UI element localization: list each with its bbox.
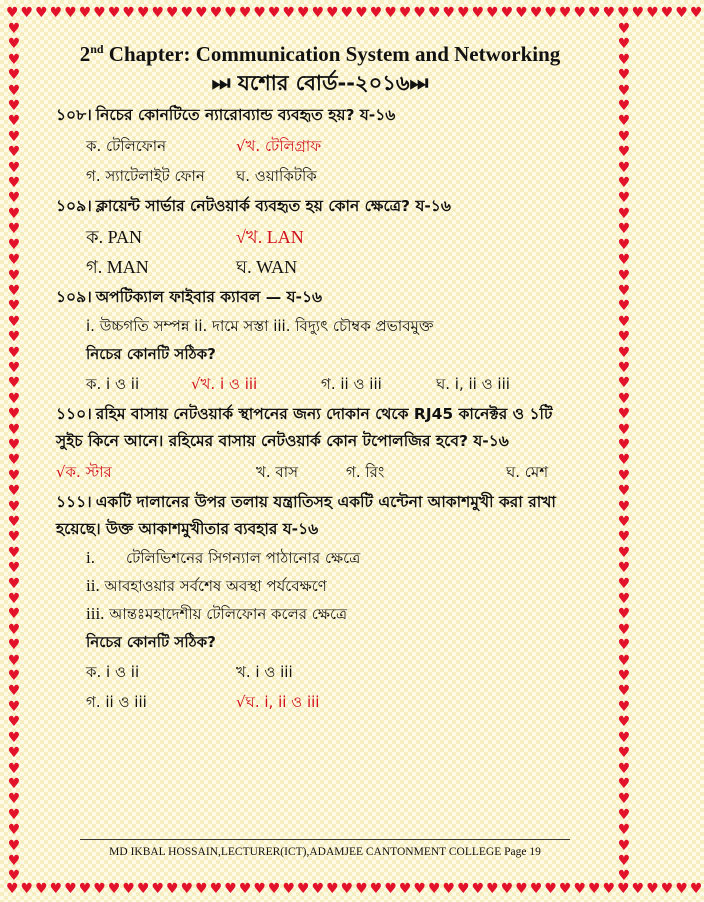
question-109 [56, 194, 610, 219]
option-gha: ঘ. মেশ [506, 463, 549, 481]
option-gha: ঘ. WAN [236, 257, 298, 277]
question-text: একটি দালানের উপর তলায় যন্ত্রাতিসহ একটি এন্টেনা আকাশমুখী করা রাখা [95, 493, 556, 511]
option-ka: ক. টেলিফোন [86, 137, 167, 155]
roman-numeral: iii. [86, 604, 105, 623]
roman-numeral: i. [86, 548, 95, 567]
roman-numeral: ii. [86, 576, 100, 595]
option-row [86, 134, 610, 158]
option-row [86, 164, 610, 188]
option-ga: গ. MAN [86, 257, 149, 277]
statement-line [86, 574, 610, 598]
question-text: ক্লায়েন্ট সার্ভার নেটওয়ার্ক ব্যবহৃত হয় কোন ক্ষেত্রে? য-১৬ [95, 197, 451, 215]
skip-forward-icon: ⏭ [409, 71, 429, 95]
question-text-continued: সুইচ কিনে আনে। রহিমের বাসায় নেটওয়ার্ক কোন টপোলজির হবে? য-১৬ [56, 432, 509, 450]
statement-text: আবহাওয়ার সর্বশেষ অবস্থা পর্যবেক্ষণে [104, 577, 327, 595]
chapter-title [30, 36, 610, 67]
question-111 [56, 490, 610, 515]
option-row [86, 225, 610, 249]
question-text: অপটিক্যাল ফাইবার ক্যাবল — য-১৬ [95, 288, 323, 306]
question-108 [56, 103, 610, 128]
option-row [86, 690, 610, 714]
which-correct-prompt: নিচের কোনটি সঠিক? [86, 345, 216, 363]
option-kha: খ. i ও iii [236, 663, 293, 681]
statement-line: i. উচ্চগতি সম্পন্ন ii. দামে সস্তা iii. বিদ্যুৎ চৌম্বক প্রভাবমুক্ত [86, 317, 434, 335]
option-gha-correct: √ঘ. i, ii ও iii [236, 693, 320, 711]
board-name: যশোর বোর্ড--২০১৬ [230, 71, 410, 95]
page-footer: MD IKBAL HOSSAIN,LECTURER(ICT),ADAMJEE CANTONMENT COLLEGE Page 19 [80, 839, 570, 858]
option-ga: গ. স্যাটেলাইট ফোন [86, 167, 205, 185]
heart-border-left: ♥♥♥♥♥♥♥♥♥♥♥♥♥♥♥♥♥♥♥♥♥♥♥♥♥♥♥♥♥♥♥♥♥♥♥♥♥♥♥♥♥♥♥♥♥♥♥♥♥♥♥♥♥♥♥♥ [7, 21, 21, 885]
option-kha: খ. বাস [256, 463, 298, 481]
option-ka: ক. i ও ii [86, 663, 140, 681]
which-correct-prompt: নিচের কোনটি সঠিক? [86, 633, 216, 651]
question-110 [56, 402, 610, 427]
heart-border-right: ♥♥♥♥♥♥♥♥♥♥♥♥♥♥♥♥♥♥♥♥♥♥♥♥♥♥♥♥♥♥♥♥♥♥♥♥♥♥♥♥♥♥♥♥♥♥♥♥♥♥♥♥♥♥♥♥ [617, 21, 631, 885]
question-text: রহিম বাসায় নেটওয়ার্ক স্থাপনের জন্য দোকান থেকে RJ45 কানেক্টর ও ১টি [95, 405, 553, 423]
option-ka: ক. i ও ii [86, 375, 140, 393]
statement-line [86, 602, 610, 626]
option-ga: গ. ii ও iii [86, 693, 147, 711]
question-text: নিচের কোনটিতে ন্যারোব্যান্ড ব্যবহৃত হয়? য-১৬ [95, 106, 396, 124]
option-gha: ঘ. i, ii ও iii [436, 375, 510, 393]
option-kha-correct: √খ. টেলিগ্রাফ [236, 137, 322, 155]
statement-text: আন্তঃমহাদেশীয় টেলিফোন কলের ক্ষেত্রে [109, 605, 348, 623]
heart-border-top: ♥♥♥♥♥♥♥♥♥♥♥♥♥♥♥♥♥♥♥♥♥♥♥♥♥♥♥♥♥♥♥♥♥♥♥♥♥♥♥♥♥♥♥♥♥♥♥♥ [6, 5, 704, 21]
question-number: ১০৯। [56, 197, 92, 215]
question-number: ১০৯। [56, 288, 92, 306]
document-page [30, 28, 610, 868]
question-number: ১১০। [56, 405, 92, 423]
option-row [56, 460, 610, 484]
option-row [86, 255, 610, 279]
option-ka-correct: √ক. স্টার [56, 463, 112, 481]
chapter-name: Chapter: Communication System and Networking [103, 42, 561, 66]
statement-text: টেলিভিশনের সিগন্যাল পাঠানোর ক্ষেত্রে [126, 549, 361, 567]
chapter-number: 2 [79, 42, 91, 66]
option-kha-correct: √খ. i ও iii [191, 375, 258, 393]
board-heading [30, 69, 610, 97]
question-109-optical [56, 285, 610, 310]
option-ga: গ. রিং [346, 463, 385, 481]
heart-border-bottom: ♥♥♥♥♥♥♥♥♥♥♥♥♥♥♥♥♥♥♥♥♥♥♥♥♥♥♥♥♥♥♥♥♥♥♥♥♥♥♥♥♥♥♥♥♥♥♥♥ [6, 881, 704, 897]
question-number: ১০৮। [56, 106, 92, 124]
chapter-ordinal: nd [90, 42, 104, 56]
option-gha: ঘ. ওয়াকিটকি [236, 167, 317, 185]
statement-line [86, 546, 610, 570]
option-row [86, 372, 610, 396]
question-number: ১১১। [56, 493, 92, 511]
skip-forward-icon: ⏭ [211, 71, 231, 95]
option-kha-correct: √খ. LAN [236, 227, 304, 247]
option-ga: গ. ii ও iii [321, 375, 382, 393]
option-ka: ক. PAN [86, 227, 142, 247]
question-text-continued: হয়েছে। উক্ত আকাশমুখীতার ব্যবহার য-১৬ [56, 520, 319, 538]
option-row [86, 660, 610, 684]
